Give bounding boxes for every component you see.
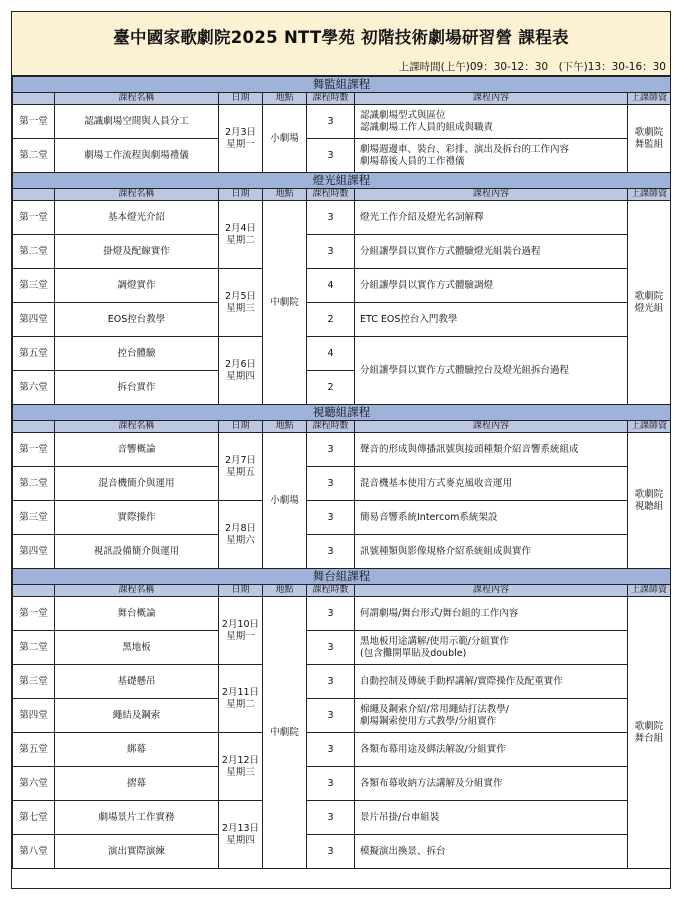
table-row xyxy=(13,235,671,269)
column-header-blank xyxy=(13,189,55,201)
table-row xyxy=(13,139,671,173)
course-name: 基本燈光介紹 xyxy=(55,201,219,235)
course-hours: 3 xyxy=(307,235,355,269)
content-line: 何謂劇場/舞台形式/舞台組的工作內容 xyxy=(360,607,519,619)
column-header-content: 課程內容 xyxy=(355,93,628,105)
column-header-hours: 課程時數 xyxy=(307,93,355,105)
date-weekday: 星期三 xyxy=(226,766,255,778)
date-cell xyxy=(219,201,263,269)
content-line: 簡易音響系統Intercom系統架設 xyxy=(360,511,498,523)
location-cell: 中劇院 xyxy=(263,201,307,405)
content-line: 分組讓學員以實作方式體驗燈光組裝台過程 xyxy=(360,245,541,257)
content-line: 燈光工作介紹及燈光名詞解釋 xyxy=(360,211,484,223)
session-number: 第四堂 xyxy=(13,535,55,569)
date-day: 2月5日 xyxy=(224,290,257,302)
table-row xyxy=(13,201,671,235)
column-header-place: 地點 xyxy=(263,421,307,433)
course-name: 劇場工作流程與劇場禮儀 xyxy=(55,139,219,173)
date-weekday: 星期一 xyxy=(226,138,255,150)
table-row xyxy=(13,269,671,303)
session-number: 第四堂 xyxy=(13,303,55,337)
table-row xyxy=(13,535,671,569)
course-content xyxy=(355,269,628,303)
date-cell xyxy=(219,105,263,173)
session-number: 第一堂 xyxy=(13,433,55,467)
column-header-place: 地點 xyxy=(263,189,307,201)
course-hours: 3 xyxy=(307,835,355,869)
content-line: 模擬演出換景、拆台 xyxy=(360,845,446,857)
column-header-blank xyxy=(13,93,55,105)
column-header-blank xyxy=(13,585,55,597)
date-cell xyxy=(219,665,263,733)
page-title: 臺中國家歌劇院2025 NTT學苑 初階技術劇場研習營 課程表 xyxy=(12,12,670,60)
column-header-content: 課程內容 xyxy=(355,585,628,597)
course-content xyxy=(355,501,628,535)
session-number: 第五堂 xyxy=(13,733,55,767)
table-row xyxy=(13,835,671,869)
column-header-instructor: 上課師資 xyxy=(628,421,671,433)
course-hours: 3 xyxy=(307,105,355,139)
table-row xyxy=(13,597,671,631)
date-day: 2月8日 xyxy=(224,522,257,534)
course-name: 劇場景片工作實務 xyxy=(55,801,219,835)
instructor-line: 視聽組 xyxy=(634,500,664,512)
column-header-date: 日期 xyxy=(219,189,263,201)
column-header-place: 地點 xyxy=(263,585,307,597)
content-line: 聲音的形成與傳播訊號與接頭種類介紹音響系統組成 xyxy=(360,443,579,455)
content-line: 各類布幕用途及綁法解說/分組實作 xyxy=(360,743,506,755)
column-header-instructor: 上課師資 xyxy=(628,189,671,201)
date-day: 2月10日 xyxy=(221,618,260,630)
course-hours: 3 xyxy=(307,699,355,733)
column-header-date: 日期 xyxy=(219,585,263,597)
date-day: 2月3日 xyxy=(224,126,257,138)
course-content xyxy=(355,467,628,501)
schedule-frame xyxy=(11,11,671,889)
location-cell: 小劇場 xyxy=(263,105,307,173)
course-hours: 3 xyxy=(307,201,355,235)
course-content xyxy=(355,139,628,173)
course-hours: 3 xyxy=(307,501,355,535)
session-number: 第五堂 xyxy=(13,337,55,371)
content-line: ETC EOS控台入門教學 xyxy=(360,313,458,325)
course-hours: 3 xyxy=(307,801,355,835)
section-header xyxy=(13,173,671,189)
section-title: 燈光組課程 xyxy=(13,173,671,189)
course-content xyxy=(355,631,628,665)
date-day: 2月4日 xyxy=(224,222,257,234)
course-content xyxy=(355,835,628,869)
content-line: 景片吊掛/台車組裝 xyxy=(360,811,440,823)
table-row xyxy=(13,801,671,835)
content-line: 劇場週邊車、裝台、彩排、演出及拆台的工作內容 xyxy=(360,143,570,155)
session-number: 第四堂 xyxy=(13,699,55,733)
section-header xyxy=(13,77,671,93)
date-day: 2月6日 xyxy=(224,358,257,370)
course-name: 演出實際演練 xyxy=(55,835,219,869)
instructor-line: 舞監組 xyxy=(634,138,664,150)
course-hours: 3 xyxy=(307,139,355,173)
course-content xyxy=(355,433,628,467)
date-day: 2月12日 xyxy=(221,754,260,766)
table-row xyxy=(13,303,671,337)
content-line: 黑地板用途講解/使用示範/分組實作 xyxy=(360,635,509,647)
content-line: 認識劇場工作人員的組成與職責 xyxy=(360,121,494,133)
course-hours: 3 xyxy=(307,535,355,569)
course-name: 調燈實作 xyxy=(55,269,219,303)
course-name: 實際操作 xyxy=(55,501,219,535)
content-line: 混音機基本使用方式麥克風收音運用 xyxy=(360,477,513,489)
session-number: 第三堂 xyxy=(13,269,55,303)
course-content xyxy=(355,303,628,337)
date-day: 2月13日 xyxy=(221,822,260,834)
column-header-content: 課程內容 xyxy=(355,421,628,433)
section-title: 視聽組課程 xyxy=(13,405,671,421)
table-row xyxy=(13,631,671,665)
course-content xyxy=(355,597,628,631)
date-cell xyxy=(219,801,263,869)
course-name: 控台體驗 xyxy=(55,337,219,371)
course-name: 基礎懸吊 xyxy=(55,665,219,699)
date-weekday: 星期二 xyxy=(226,234,255,246)
date-weekday: 星期一 xyxy=(226,630,255,642)
date-weekday: 星期四 xyxy=(226,834,255,846)
column-header-row xyxy=(13,93,671,105)
course-content xyxy=(355,337,628,405)
course-content xyxy=(355,665,628,699)
course-content xyxy=(355,699,628,733)
column-header-course: 課程名稱 xyxy=(55,585,219,597)
table-row xyxy=(13,501,671,535)
content-line: 劇場幕後人員的工作禮儀 xyxy=(360,155,465,167)
session-number: 第八堂 xyxy=(13,835,55,869)
instructor-cell xyxy=(628,201,671,405)
table-row xyxy=(13,105,671,139)
content-line: 認識劇場型式與區位 xyxy=(360,109,446,121)
instructor-line: 歌劇院 xyxy=(634,488,664,500)
section-title: 舞台組課程 xyxy=(13,569,671,585)
course-name: 摺幕 xyxy=(55,767,219,801)
column-header-content: 課程內容 xyxy=(355,189,628,201)
instructor-cell xyxy=(628,597,671,869)
content-line: 分組讓學員以實作方式體驗控台及燈光組拆台過程 xyxy=(360,364,570,376)
content-line: 棉繩及鋼索介紹/常用繩結打法教學/ xyxy=(360,703,509,715)
date-cell xyxy=(219,337,263,405)
instructor-line: 舞台組 xyxy=(634,732,664,744)
table-row xyxy=(13,733,671,767)
course-content xyxy=(355,801,628,835)
table-row xyxy=(13,665,671,699)
session-number: 第一堂 xyxy=(13,201,55,235)
session-number: 第二堂 xyxy=(13,631,55,665)
course-name: 拆台實作 xyxy=(55,371,219,405)
session-number: 第七堂 xyxy=(13,801,55,835)
column-header-hours: 課程時數 xyxy=(307,585,355,597)
content-line: 自動控制及傳統手動桿講解/實際操作及配重實作 xyxy=(360,675,563,687)
session-number: 第六堂 xyxy=(13,371,55,405)
date-weekday: 星期四 xyxy=(226,370,255,382)
content-line: 分組讓學員以實作方式體驗調燈 xyxy=(360,279,494,291)
column-header-row xyxy=(13,421,671,433)
instructor-line: 歌劇院 xyxy=(634,126,664,138)
schedule-table xyxy=(12,76,671,869)
instructor-cell xyxy=(628,105,671,173)
course-hours: 2 xyxy=(307,303,355,337)
course-name: 認識劇場空間與人員分工 xyxy=(55,105,219,139)
location-cell: 中劇院 xyxy=(263,597,307,869)
course-name: 混音機簡介與運用 xyxy=(55,467,219,501)
course-hours: 2 xyxy=(307,371,355,405)
column-header-course: 課程名稱 xyxy=(55,93,219,105)
course-name: 視訊設備簡介與運用 xyxy=(55,535,219,569)
session-number: 第三堂 xyxy=(13,501,55,535)
section-header xyxy=(13,405,671,421)
table-row xyxy=(13,767,671,801)
instructor-line: 歌劇院 xyxy=(634,720,664,732)
class-time: 上課時間(上午)09：30-12：30 (下午)13：30-16：30 xyxy=(12,60,670,76)
course-hours: 4 xyxy=(307,269,355,303)
column-header-row xyxy=(13,189,671,201)
table-row xyxy=(13,337,671,371)
date-cell xyxy=(219,269,263,337)
date-weekday: 星期二 xyxy=(226,698,255,710)
content-line: 各類布幕收納方法講解及分組實作 xyxy=(360,777,503,789)
course-content xyxy=(355,105,628,139)
course-name: 舞台概論 xyxy=(55,597,219,631)
date-weekday: 星期三 xyxy=(226,302,255,314)
course-name: 綁幕 xyxy=(55,733,219,767)
section-title: 舞監組課程 xyxy=(13,77,671,93)
column-header-date: 日期 xyxy=(219,421,263,433)
instructor-line: 歌劇院 xyxy=(634,290,664,302)
instructor-cell xyxy=(628,433,671,569)
date-weekday: 星期五 xyxy=(226,466,255,478)
instructor-line: 燈光組 xyxy=(634,302,664,314)
session-number: 第二堂 xyxy=(13,139,55,173)
date-weekday: 星期六 xyxy=(226,534,255,546)
column-header-instructor: 上課師資 xyxy=(628,585,671,597)
content-line: 訊號種類與影像規格介紹系統組成與實作 xyxy=(360,545,532,557)
content-line: 劇場鋼索使用方式教學/分組實作 xyxy=(360,715,497,727)
date-day: 2月11日 xyxy=(221,686,260,698)
session-number: 第二堂 xyxy=(13,467,55,501)
course-hours: 3 xyxy=(307,467,355,501)
location-cell: 小劇場 xyxy=(263,433,307,569)
course-hours: 3 xyxy=(307,597,355,631)
column-header-hours: 課程時數 xyxy=(307,189,355,201)
session-number: 第三堂 xyxy=(13,665,55,699)
course-content xyxy=(355,535,628,569)
course-hours: 3 xyxy=(307,665,355,699)
session-number: 第一堂 xyxy=(13,597,55,631)
course-content xyxy=(355,733,628,767)
course-content xyxy=(355,235,628,269)
course-name: 音響概論 xyxy=(55,433,219,467)
section-header xyxy=(13,569,671,585)
date-cell xyxy=(219,501,263,569)
session-number: 第二堂 xyxy=(13,235,55,269)
column-header-course: 課程名稱 xyxy=(55,189,219,201)
course-name: 掛燈及配線實作 xyxy=(55,235,219,269)
column-header-place: 地點 xyxy=(263,93,307,105)
course-name: 繩結及鋼索 xyxy=(55,699,219,733)
course-hours: 3 xyxy=(307,631,355,665)
course-name: 黑地板 xyxy=(55,631,219,665)
course-content xyxy=(355,767,628,801)
column-header-instructor: 上課師資 xyxy=(628,93,671,105)
column-header-date: 日期 xyxy=(219,93,263,105)
column-header-row xyxy=(13,585,671,597)
session-number: 第六堂 xyxy=(13,767,55,801)
course-hours: 4 xyxy=(307,337,355,371)
date-cell xyxy=(219,733,263,801)
table-row xyxy=(13,699,671,733)
course-hours: 3 xyxy=(307,433,355,467)
course-content xyxy=(355,201,628,235)
column-header-course: 課程名稱 xyxy=(55,421,219,433)
column-header-blank xyxy=(13,421,55,433)
session-number: 第一堂 xyxy=(13,105,55,139)
date-cell xyxy=(219,597,263,665)
date-cell xyxy=(219,433,263,501)
date-day: 2月7日 xyxy=(224,454,257,466)
column-header-hours: 課程時數 xyxy=(307,421,355,433)
table-row xyxy=(13,433,671,467)
table-row xyxy=(13,467,671,501)
course-hours: 3 xyxy=(307,767,355,801)
course-hours: 3 xyxy=(307,733,355,767)
content-line: (包含攤開單貼及double) xyxy=(360,647,467,659)
course-name: EOS控台教學 xyxy=(55,303,219,337)
